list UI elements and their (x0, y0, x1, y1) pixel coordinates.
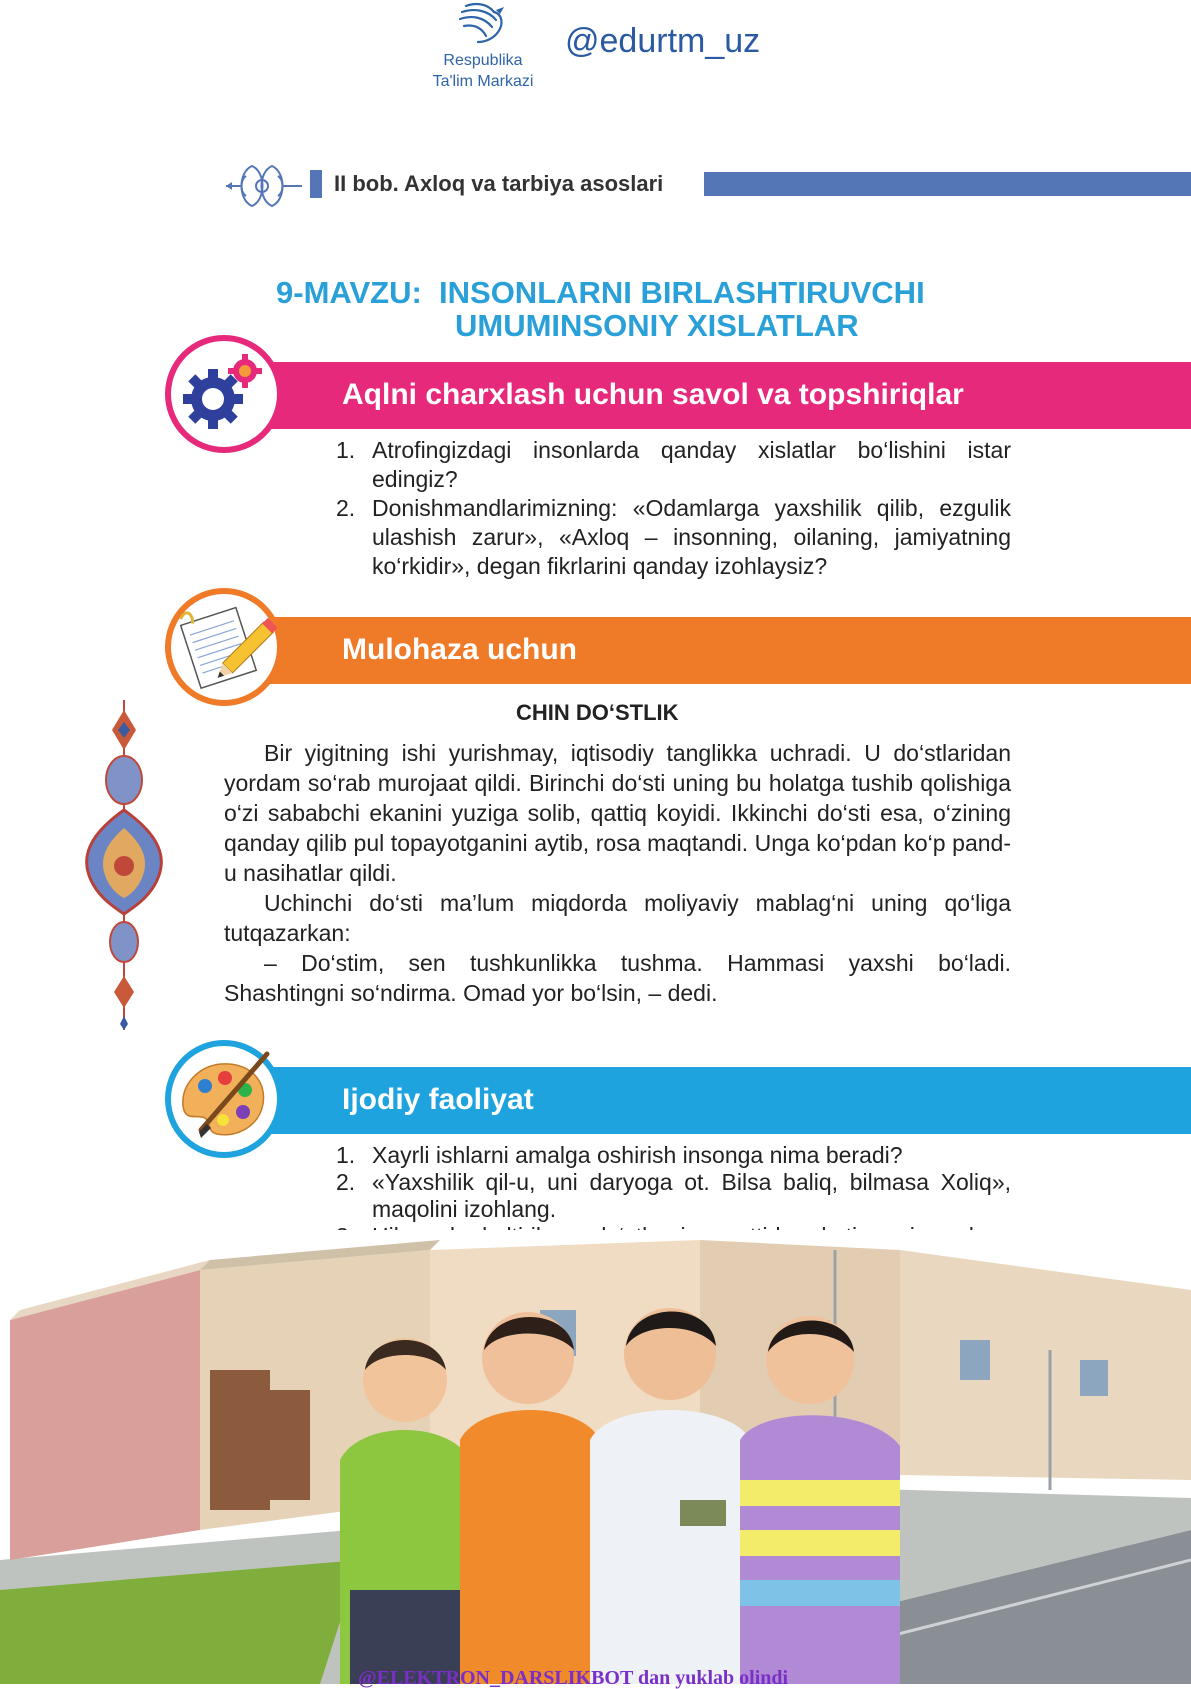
list-item-number: 2. (336, 495, 356, 521)
chapter-title: II bob. Axloq va tarbiya asoslari (334, 171, 664, 196)
list-item-text: Atrofingizdagi insonlarda qanday xislatlar bo‘lishini istar edingiz? (372, 437, 1011, 492)
questions-badge (165, 335, 283, 453)
story-text (224, 738, 1011, 1008)
list-item (336, 1169, 1011, 1223)
logo-line-1: Respublika (443, 52, 523, 69)
notepad-pencil-icon (171, 594, 277, 700)
list-item (336, 494, 1011, 581)
story-paragraph: – Do‘stim, sen tushkunlikka tushma. Hammasi yaxshi bo‘ladi. Shashtingni so‘ndirma. Omad yor bo‘lsin, – dedi. (224, 950, 1011, 1006)
story-title: CHIN DO‘STLIK (516, 700, 679, 725)
list-item-text: Xayrli ishlarni amalga oshirish insonga nima beradi? (372, 1142, 903, 1168)
channel-handle: @edurtm_uz (565, 22, 761, 60)
questions-banner (270, 362, 1191, 429)
list-item-number: 1. (336, 437, 356, 463)
palette-brush-icon (171, 1046, 277, 1152)
list-item-text: «Yaxshilik qil-u, uni daryoga ot. Bilsa baliq, bilmasa Xoliq», maqolini izohlang. (372, 1169, 1011, 1222)
creative-banner-title: Ijodiy faoliyat (342, 1083, 534, 1116)
gears-icon (171, 341, 277, 447)
list-item (336, 436, 1011, 494)
list-item-number: 1. (336, 1142, 356, 1168)
chapter-ornament-icon (222, 158, 306, 214)
story-paragraph: Bir yigitning ishi yurishmay, iqtisodiy tanglikka uchradi. U do‘stlaridan yordam so‘rab murojaat qildi. Birinchi do‘sti uning bu holatga tushib qolishiga o‘zi sababchi ekanini yuziga solib, qattiq koyidi. Ikkinchi do‘sti esa, o‘zining qanday qilib pul topayotganini aytib, rosa maqtandi. Unga ko‘pdan ko‘p pand-u nasihatlar qildi. (224, 740, 1011, 886)
reflection-banner-title: Mulohaza uchun (342, 633, 577, 666)
topic-title-line-1: 9-MAVZU: INSONLARNI BIRLASHTIRUVCHI (276, 275, 925, 310)
logo-line-2: Ta'lim Markazi (432, 73, 534, 90)
list-item-number: 2. (336, 1169, 356, 1195)
decorative-ornament-icon (74, 700, 174, 1030)
story-paragraph: Uchinchi do‘sti ma’lum miqdorda moliyaviy mablag‘ni uning qo‘liga tutqazarkan: (224, 890, 1011, 946)
questions-banner-title: Aqlni charxlash uchun savol va topshiriqlar (342, 378, 964, 411)
chapter-rule (704, 172, 1191, 196)
chapter-marker (310, 170, 322, 198)
four-friends-street-illustration (0, 1230, 1191, 1689)
reflection-banner (270, 617, 1191, 684)
list-item-text: Donishmandlarimizning: «Odamlarga yaxshilik qilib, ezgulik ulashish zarur», «Axloq – insonning, oilaning, jamiyatning ko‘rkidir», degan fikrlarini qanday izohlaysiz? (372, 495, 1011, 579)
creative-banner (270, 1067, 1191, 1134)
reflection-badge (165, 588, 283, 706)
creative-badge (165, 1040, 283, 1158)
download-source-note: @ELEKTRON_DARSLIKBOT dan yuklab olindi (358, 1667, 789, 1689)
logo-caption (418, 50, 548, 92)
questions-list (336, 436, 1011, 581)
topic-title-line-2: UMUMINSONIY XISLATLAR (455, 308, 859, 343)
list-item (336, 1142, 1011, 1169)
